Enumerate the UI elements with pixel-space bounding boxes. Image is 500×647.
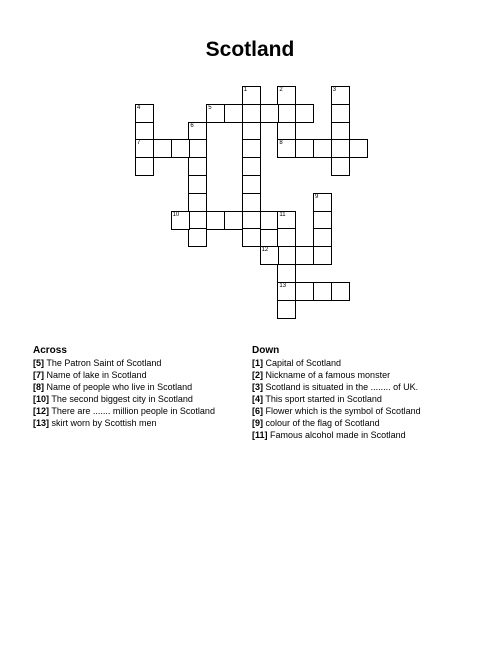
- grid-cell[interactable]: [242, 104, 261, 123]
- clue-text: skirt worn by Scottish men: [51, 418, 157, 428]
- grid-cell[interactable]: [277, 86, 296, 105]
- clue-number: [2]: [252, 370, 263, 380]
- cell-number: 13: [279, 282, 287, 289]
- across-clue: [33, 381, 215, 393]
- across-clue: [33, 405, 215, 417]
- grid-cell[interactable]: [277, 122, 296, 141]
- grid-cell[interactable]: [135, 139, 154, 158]
- grid-cell[interactable]: [313, 282, 332, 301]
- grid-cell[interactable]: [331, 104, 350, 123]
- grid-cell[interactable]: [153, 139, 172, 158]
- grid-cell[interactable]: [242, 86, 261, 105]
- grid-cell[interactable]: [260, 104, 279, 123]
- clue-number: [10]: [33, 394, 50, 404]
- grid-cell[interactable]: [349, 139, 368, 158]
- grid-cell[interactable]: [277, 246, 296, 265]
- down-clue: [252, 381, 421, 393]
- grid-cell[interactable]: [331, 122, 350, 141]
- down-clue: [252, 429, 421, 441]
- across-clue: [33, 393, 215, 405]
- clue-text: Famous alcohol made in Scotland: [270, 430, 406, 440]
- down-clues: [252, 345, 421, 441]
- cell-number: 1: [243, 87, 248, 93]
- grid-cell[interactable]: [224, 104, 243, 123]
- across-clue: [33, 369, 215, 381]
- grid-cell[interactable]: [313, 211, 332, 230]
- grid-cell[interactable]: [260, 246, 279, 265]
- grid-cell[interactable]: [206, 104, 225, 123]
- cell-number: 7: [137, 140, 141, 147]
- clue-text: Name of people who live in Scotland: [46, 382, 193, 392]
- grid-cell[interactable]: [188, 157, 207, 176]
- clue-number: [7]: [33, 370, 44, 380]
- clue-number: [8]: [33, 382, 44, 392]
- grid-cell[interactable]: [188, 139, 207, 158]
- clue-number: [6]: [252, 406, 263, 416]
- clue-text: colour of the flag of Scotland: [265, 418, 380, 428]
- down-clue: [252, 369, 421, 381]
- down-clue: [252, 357, 421, 369]
- cell-number: 11: [279, 211, 286, 218]
- grid-cell[interactable]: [135, 122, 154, 141]
- grid-cell[interactable]: [188, 193, 207, 212]
- clue-text: Capital of Scotland: [265, 358, 342, 368]
- grid-cell[interactable]: [331, 157, 350, 176]
- cell-number: 6: [190, 122, 194, 129]
- grid-cell[interactable]: [206, 211, 225, 230]
- grid-cell[interactable]: [277, 282, 296, 301]
- across-clue: [33, 357, 215, 369]
- grid-cell[interactable]: [277, 264, 296, 283]
- grid-cell[interactable]: [171, 211, 190, 230]
- grid-cell[interactable]: [277, 228, 296, 247]
- clue-text: This sport started in Scotland: [265, 394, 382, 404]
- grid-cell[interactable]: [224, 211, 243, 230]
- cell-number: 12: [261, 247, 269, 254]
- cell-number: 4: [137, 104, 141, 111]
- clue-text: Name of lake in Scotland: [46, 370, 147, 380]
- grid-cell[interactable]: [331, 139, 350, 158]
- clue-number: [3]: [252, 382, 263, 392]
- grid-cell[interactable]: [331, 86, 350, 105]
- grid-cell[interactable]: [242, 122, 261, 141]
- clue-number: [12]: [33, 406, 50, 416]
- grid-cell[interactable]: [135, 104, 154, 123]
- across-clue: [33, 417, 215, 429]
- grid-cell[interactable]: [242, 193, 261, 212]
- cell-number: 8: [279, 140, 283, 147]
- clue-number: [11]: [252, 430, 268, 440]
- clue-number: [13]: [33, 418, 50, 428]
- down-heading: Down: [252, 345, 280, 356]
- cell-number: 9: [315, 193, 319, 200]
- down-clue: [252, 417, 421, 429]
- grid-cell[interactable]: [331, 282, 350, 301]
- clue-text: Scotland is situated in the ........ of UK.: [265, 382, 419, 392]
- grid-cell[interactable]: [188, 175, 207, 194]
- puzzle-title: Scotland: [205, 38, 295, 61]
- grid-cell[interactable]: [295, 282, 314, 301]
- grid-cell[interactable]: [260, 211, 279, 230]
- grid-cell[interactable]: [277, 211, 296, 230]
- grid-cell[interactable]: [188, 211, 207, 230]
- clue-text: Flower which is the symbol of Scotland: [265, 406, 421, 416]
- cell-number: 5: [208, 104, 212, 111]
- grid-cell[interactable]: [188, 122, 207, 141]
- grid-cell[interactable]: [242, 139, 261, 158]
- grid-cell[interactable]: [242, 211, 261, 230]
- grid-cell[interactable]: [242, 228, 261, 247]
- grid-cell[interactable]: [313, 228, 332, 247]
- clue-text: There are ....... million people in Scotland: [51, 406, 215, 416]
- cell-number: 10: [172, 211, 180, 218]
- clue-number: [4]: [252, 394, 263, 404]
- clue-number: [5]: [33, 358, 44, 368]
- clue-text: Nickname of a famous monster: [265, 370, 391, 380]
- clue-number: [9]: [252, 418, 263, 428]
- cell-number: 3: [332, 87, 337, 93]
- grid-cell[interactable]: [295, 139, 314, 158]
- grid-cell[interactable]: [277, 300, 296, 319]
- clue-number: [1]: [252, 358, 263, 368]
- grid-cell[interactable]: [295, 246, 314, 265]
- grid-cell[interactable]: [277, 104, 296, 123]
- clue-text: The second biggest city in Scotland: [51, 394, 193, 404]
- grid-cell[interactable]: [277, 139, 296, 158]
- grid-cell[interactable]: [313, 139, 332, 158]
- grid-cell[interactable]: [135, 157, 154, 176]
- across-clues: [33, 345, 215, 429]
- cell-number: 2: [279, 87, 283, 93]
- down-clue: [252, 405, 421, 417]
- clue-text: The Patron Saint of Scotland: [46, 358, 162, 368]
- down-clue: [252, 393, 421, 405]
- grid-cell[interactable]: [188, 228, 207, 247]
- grid-cell[interactable]: [313, 193, 332, 212]
- grid-cell[interactable]: [242, 157, 261, 176]
- across-heading: Across: [33, 345, 67, 356]
- grid-cell[interactable]: [171, 139, 190, 158]
- grid-cell[interactable]: [313, 246, 332, 265]
- grid-cell[interactable]: [295, 104, 314, 123]
- grid-cell[interactable]: [242, 175, 261, 194]
